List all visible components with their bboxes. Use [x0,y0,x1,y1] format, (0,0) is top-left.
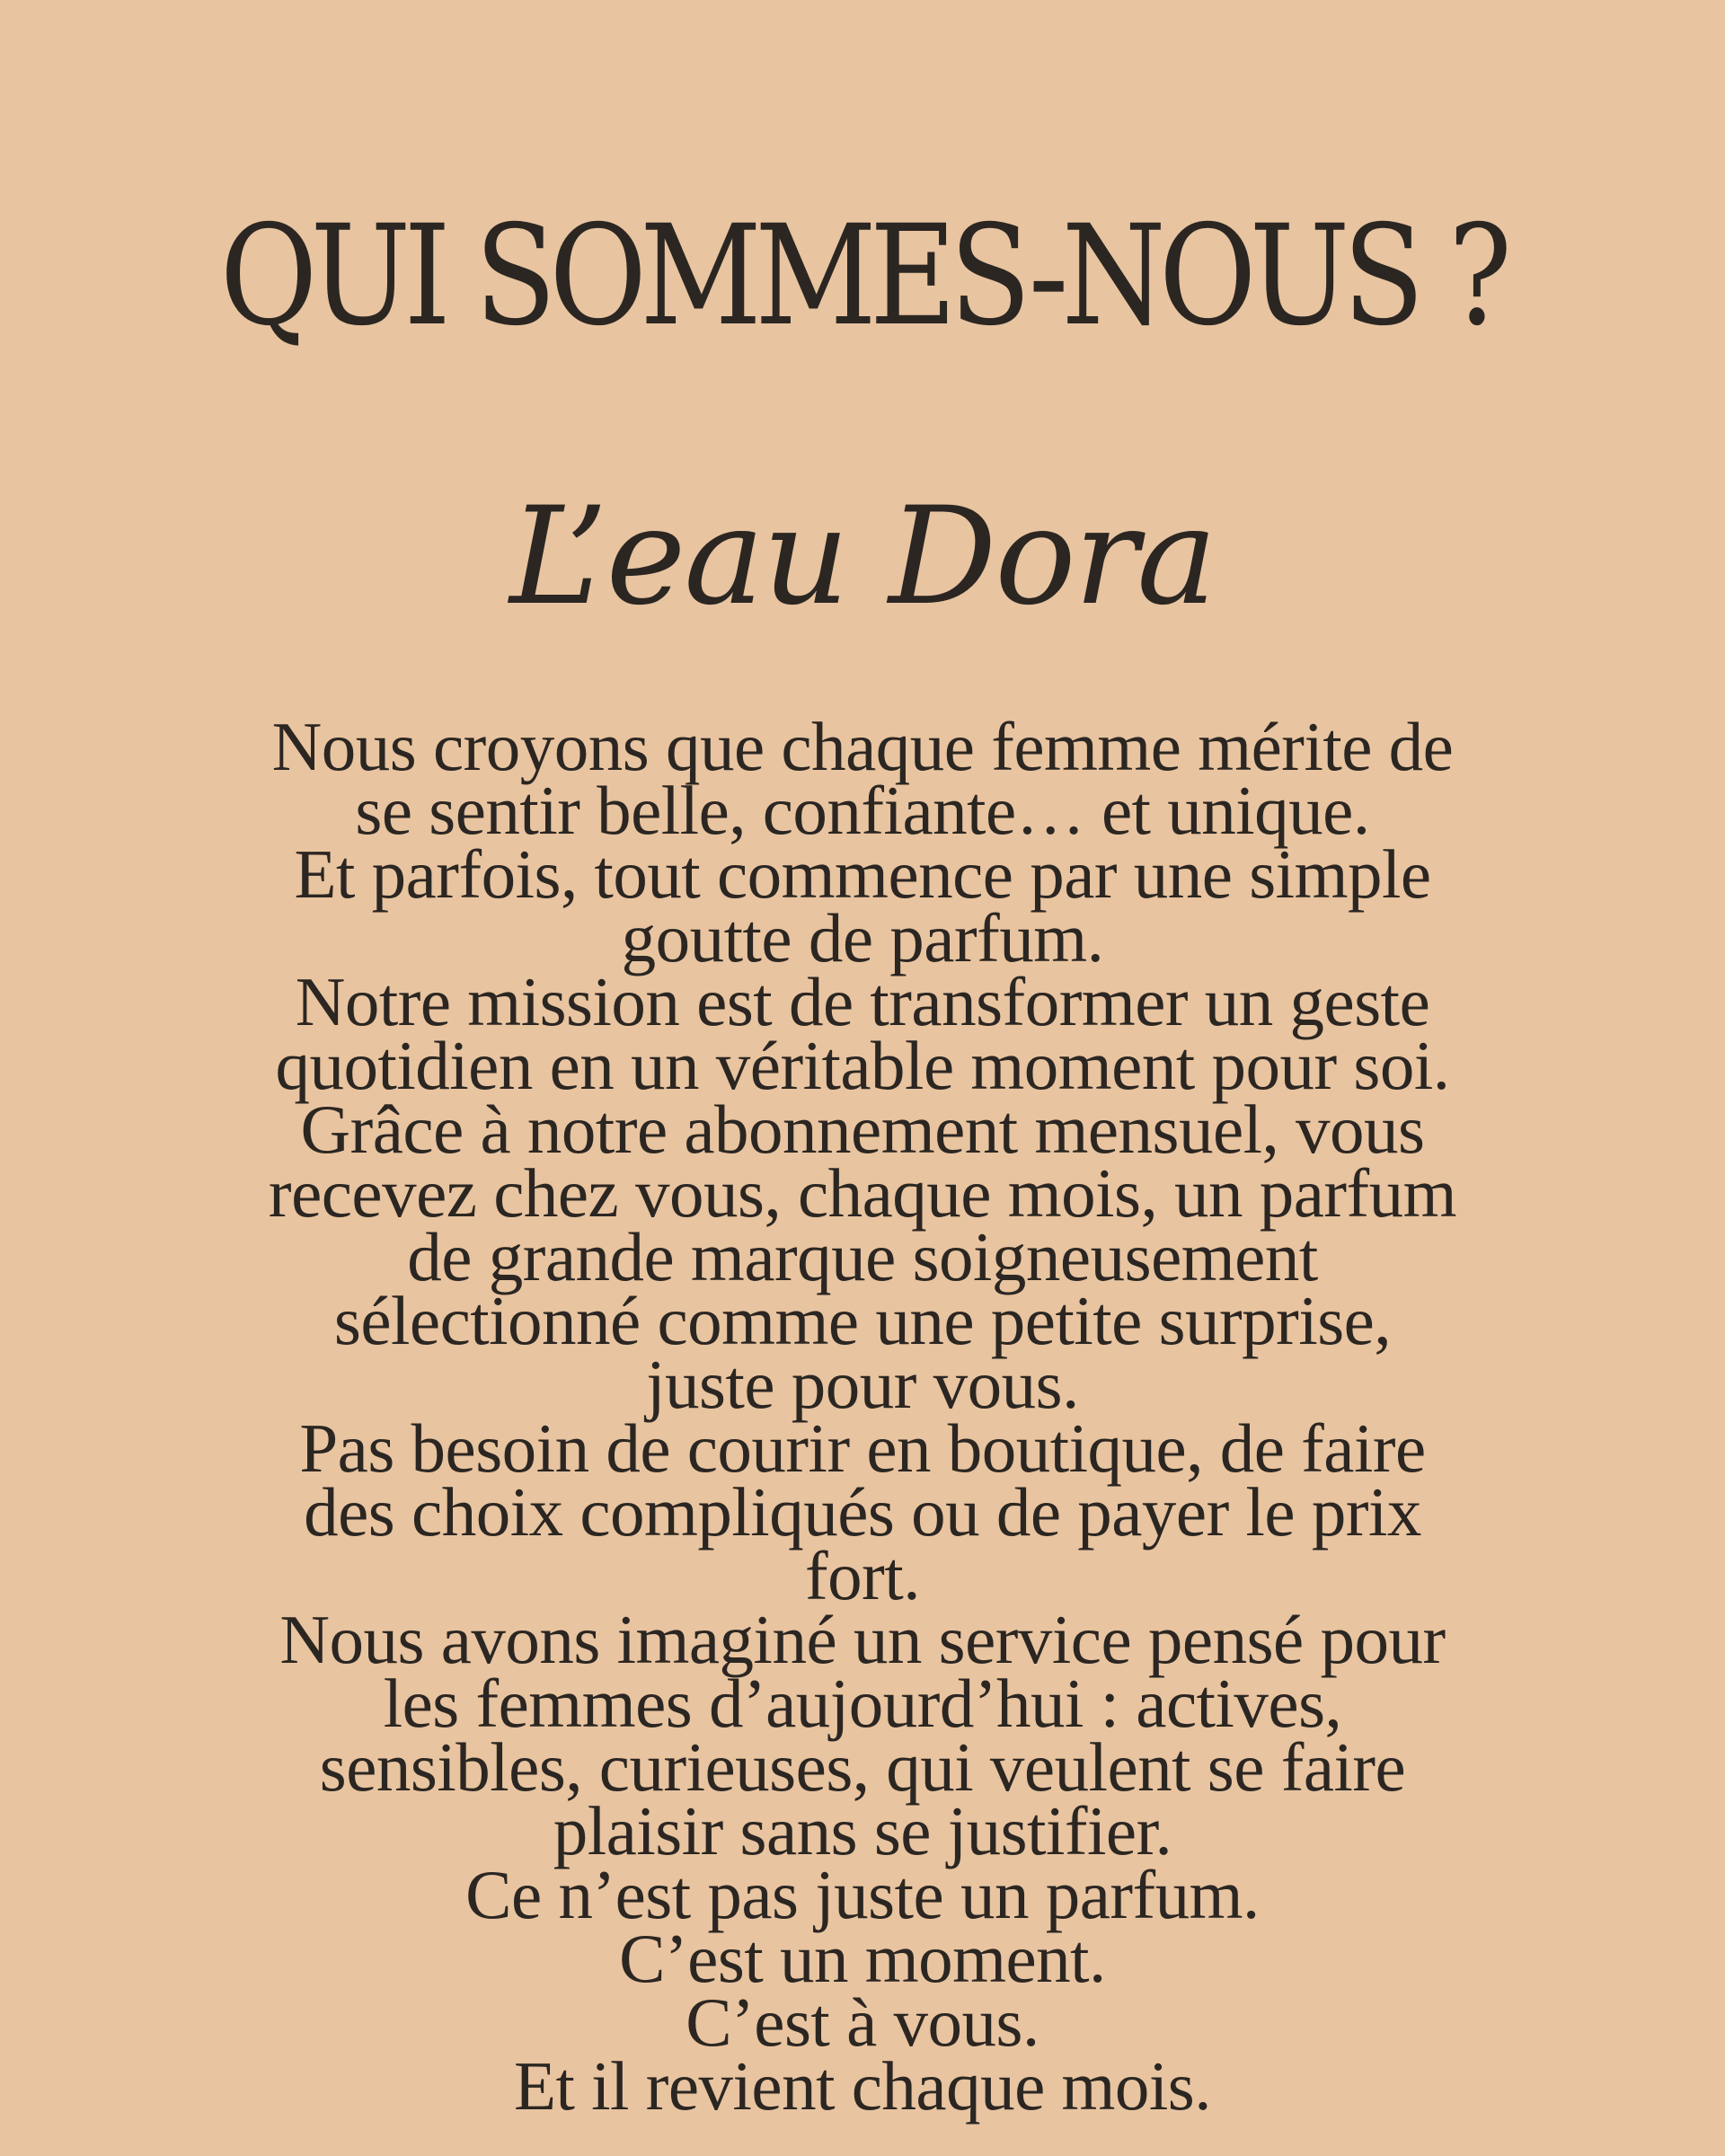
text-line: Grâce à notre abonnement mensuel, vous [300,1091,1425,1168]
text-line: Ce n’est pas juste un parfum. [465,1856,1260,1933]
text-line: des choix compliqués ou de payer le prix [304,1473,1421,1551]
text-line: goutte de parfum. [621,899,1104,976]
text-line: recevez chez vous, chaque mois, un parfum [268,1154,1457,1232]
text-line: Et il revient chaque mois. [513,2047,1212,2125]
text-line: plaisir sans se justifier. [553,1792,1172,1869]
text-line: C’est un moment. [619,1920,1106,1997]
brand-name: L’eau Dora [509,479,1216,635]
about-text [162,708,1563,2125]
text-line: Nous avons imaginé un service pensé pour [279,1601,1446,1678]
text-line: sélectionné comme une petite surprise, [333,1282,1392,1359]
page-title: QUI SOMMES-NOUS ? [219,196,1506,357]
text-line: se sentir belle, confiante… et unique. [355,772,1370,849]
text-line: les femmes d’aujourd’hui : actives, [383,1665,1342,1742]
text-line: C’est à vous. [686,1984,1039,2061]
text-line: Nous croyons que chaque femme mérite de [271,708,1454,785]
text-line: Notre mission est de transformer un geste [295,963,1430,1040]
text-line: Et parfois, tout commence par une simple [294,835,1431,913]
text-line: fort. [805,1537,920,1614]
text-line: de grande marque soigneusement [407,1218,1318,1295]
text-line: quotidien en un véritable moment pour soi. [275,1027,1450,1104]
text-line: sensibles, curieuses, qui veulent se faire [319,1728,1406,1806]
text-line: juste pour vous. [646,1346,1079,1423]
text-line: Pas besoin de courir en boutique, de faire [299,1409,1426,1487]
